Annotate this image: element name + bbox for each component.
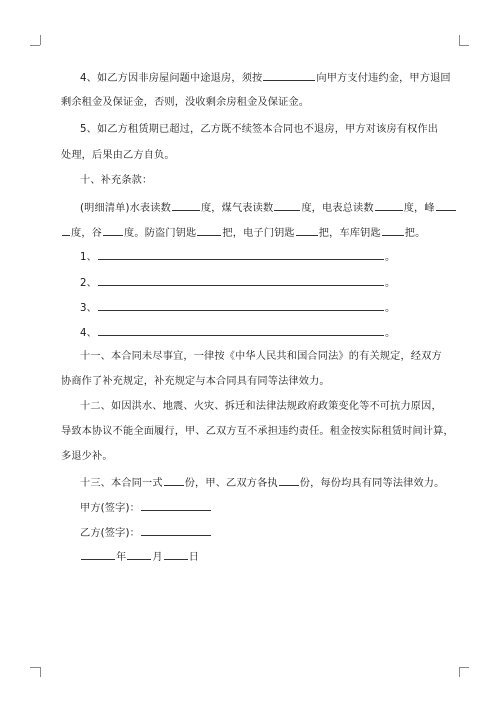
clause-4-text-a: 4、如乙方因非房屋问题中途退房，须按 [80, 73, 263, 84]
garage-key-blank [382, 224, 404, 236]
section-12-line-3: 多退少补。 [61, 451, 113, 462]
item-4-blank [98, 324, 384, 336]
crop-mark-top-left-h [30, 45, 40, 46]
detail-text-gas: 度，煤气表读数 [200, 203, 274, 214]
supplement-item-2 [80, 274, 395, 291]
year-label: 年 [116, 552, 127, 563]
party-b-signature [80, 524, 212, 541]
crop-mark-bottom-right-h [459, 667, 469, 668]
door-key-blank [197, 224, 221, 236]
section-13-text-c: 份，每份均具有同等法律效力。 [299, 478, 445, 489]
peak-reading-blank-cont [62, 224, 70, 236]
detail-text-electric: 度，电表总读数 [301, 203, 374, 214]
penalty-blank [263, 69, 315, 81]
item-4-end: 。 [384, 328, 396, 339]
item-3-number: 3、 [80, 303, 97, 314]
detail-line-1 [80, 199, 457, 216]
item-2-blank [98, 274, 384, 286]
item-3-blank [98, 299, 384, 311]
item-1-blank [98, 248, 384, 260]
detail-text-end: 把。 [404, 228, 426, 239]
supplement-item-4 [80, 324, 395, 341]
crop-mark-bottom-left-v [40, 667, 41, 677]
detail-line-2 [61, 224, 425, 241]
copies-blank [164, 474, 184, 486]
year-blank [81, 548, 115, 560]
day-blank [164, 548, 188, 560]
party-b-signature-blank [141, 524, 211, 536]
section-12-line-1: 十二、如因洪水、地震、火灾、拆迁和法律法规政府政策变化等不可抗力原因， [80, 401, 442, 412]
peak-reading-blank [436, 199, 456, 211]
detail-text-valley: 度，谷 [71, 228, 103, 239]
month-label: 月 [152, 552, 163, 563]
clause-4-text-b: 向甲方支付违约金，甲方退回 [316, 73, 451, 84]
item-3-end: 。 [384, 303, 396, 314]
item-4-number: 4、 [80, 328, 97, 339]
clause-4-line-2: 剩余租金及保证金，否则，没收剩余房租金及保证金。 [61, 97, 310, 108]
crop-mark-top-left-v [40, 35, 41, 45]
supplement-item-1 [80, 248, 395, 265]
each-copies-blank [279, 474, 299, 486]
e-key-blank [296, 224, 318, 236]
item-2-end: 。 [384, 278, 396, 289]
detail-text-e-key: 把，电子门钥匙 [222, 228, 295, 239]
detail-text-door-key: 度。防盗门钥匙 [124, 228, 197, 239]
valley-reading-blank [103, 224, 123, 236]
date-line [80, 548, 199, 565]
supplement-item-3 [80, 299, 395, 316]
crop-mark-top-right-h [459, 45, 469, 46]
gas-reading-blank [274, 199, 300, 211]
day-label: 日 [188, 552, 200, 563]
month-blank [127, 548, 151, 560]
section-11-line-2: 协商作了补充规定，补充规定与本合同具有同等法律效力。 [61, 376, 330, 387]
water-reading-blank [172, 199, 200, 211]
section-11-line-1: 十一、本合同未尽事宜，一律按《中华人民共和国合同法》的有关规定，经双方 [80, 351, 442, 362]
item-1-end: 。 [384, 252, 396, 263]
party-a-signature [80, 499, 212, 516]
clause-5-line-2: 处理，后果由乙方自负。 [61, 150, 175, 161]
section-13-text-b: 份，甲、乙双方各执 [184, 478, 278, 489]
item-2-number: 2、 [80, 278, 97, 289]
party-b-label: 乙方(签字)： [80, 528, 140, 539]
clause-4-line-1 [80, 69, 451, 86]
crop-mark-bottom-right-v [459, 667, 460, 677]
party-a-label: 甲方(签字)： [80, 503, 140, 514]
section-10-heading: 十、补充条款： [80, 175, 153, 186]
section-12-line-2: 导致本协议不能全面履行，甲、乙双方互不承担违约责任。租金按实际租赁时间计算， [61, 426, 454, 437]
detail-text-garage-key: 把，车库钥匙 [318, 228, 381, 239]
item-1-number: 1、 [80, 252, 97, 263]
crop-mark-bottom-left-h [30, 667, 40, 668]
crop-mark-top-right-v [459, 35, 460, 45]
clause-5-line-1: 5、如乙方租赁期已超过，乙方既不续签本合同也不退房，甲方对该房有权作出 [80, 124, 439, 135]
section-13-line [80, 474, 444, 491]
electric-reading-blank [375, 199, 403, 211]
party-a-signature-blank [141, 499, 211, 511]
section-13-text-a: 十三、本合同一式 [80, 478, 163, 489]
detail-text-peak: 度，峰 [403, 203, 435, 214]
detail-text-water: (明细清单)水表读数 [80, 203, 171, 214]
